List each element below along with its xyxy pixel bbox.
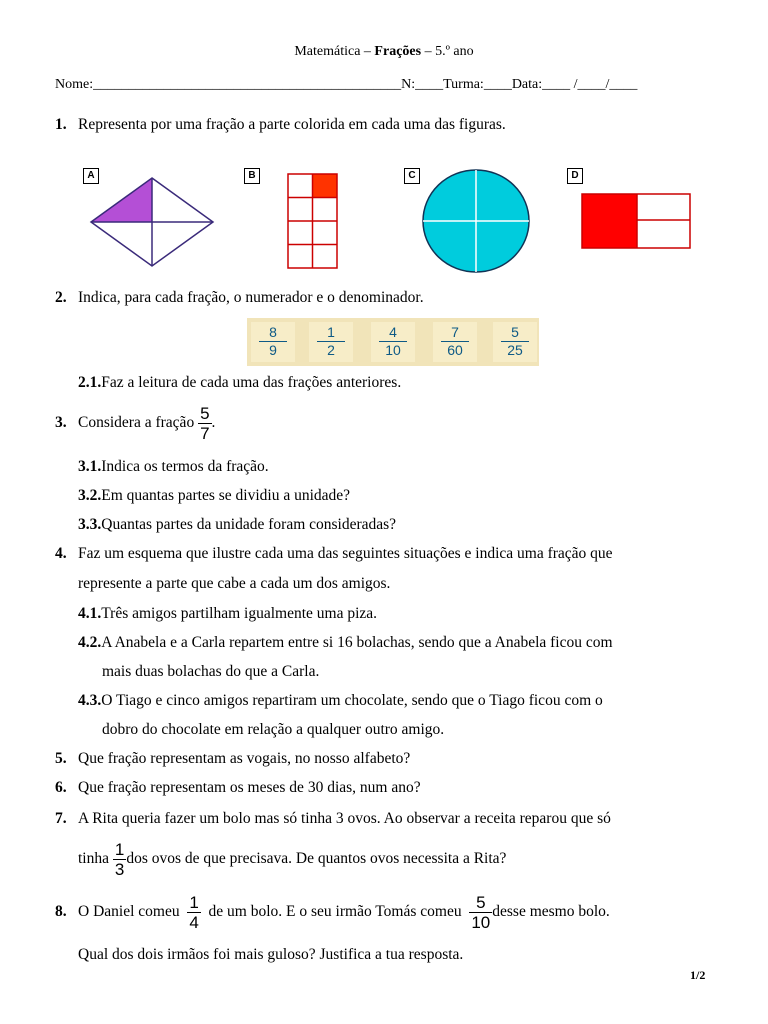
question-text: Representa por uma fração a parte colorida em cada uma das figuras. xyxy=(78,116,506,133)
title-bold: Frações xyxy=(374,44,422,59)
question-7: 7. A Rita queria fazer um bolo mas só tinha 3 ovos. Ao observar a receita reparou que só xyxy=(55,810,611,827)
question-4-2-line2: mais duas bolachas do que a Carla. xyxy=(102,663,320,680)
figure-b-grid xyxy=(287,173,339,270)
fraction-5-10: $\frac{5}{10}$ xyxy=(471,893,491,932)
question-3-3: 3.3.Quantas partes da unidade foram consideradas? xyxy=(78,516,397,533)
fraction-card: 5 25 xyxy=(493,322,537,362)
question-2: 2. Indica, para cada fração, o numerador e o denominador. xyxy=(55,289,424,306)
figure-label-d: D xyxy=(567,168,583,184)
grid-shaded-cell xyxy=(313,174,337,198)
rectangle-shaded-part xyxy=(582,194,637,248)
question-3-2: 3.2.Em quantas partes se dividiu a unidade? xyxy=(78,487,351,504)
question-3: 3. Considera a fração $\frac{5}{7}$ . xyxy=(55,404,216,443)
page-number: 1/2 xyxy=(690,968,706,982)
fraction-card: 1 2 xyxy=(309,322,353,362)
question-4-3-line2: dobro do chocolate em relação a qualquer outro amigo. xyxy=(102,721,445,738)
figure-d-rectangle xyxy=(580,192,692,250)
fraction-card: 8 9 xyxy=(251,322,295,362)
question-8-line2: Qual dos dois irmãos foi mais guloso? Justifica a tua resposta. xyxy=(78,946,464,963)
question-1 xyxy=(55,116,506,134)
fraction-card: 7 60 xyxy=(433,322,477,362)
question-7-line2: tinha $\frac{1}{3}$ dos ovos de que precisava. De quantos ovos necessita a Rita? xyxy=(78,840,507,879)
fraction-1-4: $\frac{1}{4}$ xyxy=(189,893,199,932)
fraction-5-7: $\frac{5}{7}$ xyxy=(200,404,210,443)
question-4-2: 4.2.A Anabela e a Carla repartem entre si 16 bolachas, sendo que a Anabela ficou com xyxy=(78,634,613,651)
question-4-1: 4.1.Três amigos partilham igualmente uma piza. xyxy=(78,605,378,622)
figure-label-c: C xyxy=(404,168,420,184)
fraction-1-3: $\frac{1}{3}$ xyxy=(114,840,125,879)
fraction-cards xyxy=(247,318,539,366)
question-4: 4. Faz um esquema que ilustre cada uma das seguintes situações e indica uma fração que xyxy=(55,545,613,562)
title-post: – 5.º ano xyxy=(424,44,474,59)
question-4-3: 4.3.O Tiago e cinco amigos repartiram um chocolate, sendo que o Tiago ficou com o xyxy=(78,692,603,709)
question-6: 6. Que fração representam os meses de 30 dias, num ano? xyxy=(55,779,421,796)
question-4-line2: represente a parte que cabe a cada um dos amigos. xyxy=(78,575,391,592)
figure-label-a: A xyxy=(83,168,99,184)
page-title xyxy=(0,44,768,60)
question-number: 1. xyxy=(55,116,67,133)
fraction-card: 4 10 xyxy=(371,322,415,362)
student-info-line[interactable]: Nome:____________________________________________N:____Turma:____Data:____ /____/____ xyxy=(55,77,638,92)
question-2-1: 2.1.Faz a leitura de cada uma das frações anteriores. xyxy=(78,374,402,391)
question-5: 5. Que fração representam as vogais, no nosso alfabeto? xyxy=(55,750,411,767)
figure-c-circle xyxy=(420,168,532,274)
question-3-1: 3.1.Indica os termos da fração. xyxy=(78,458,269,475)
question-8: 8. O Daniel comeu $\frac{1}{4}$ de um bolo. E o seu irmão Tomás comeu $\frac{5}{10}$ desse mesmo bolo. xyxy=(55,893,610,932)
title-pre: Matemática – xyxy=(294,44,371,59)
figure-label-b: B xyxy=(244,168,260,184)
figure-a-rhombus xyxy=(88,175,216,269)
